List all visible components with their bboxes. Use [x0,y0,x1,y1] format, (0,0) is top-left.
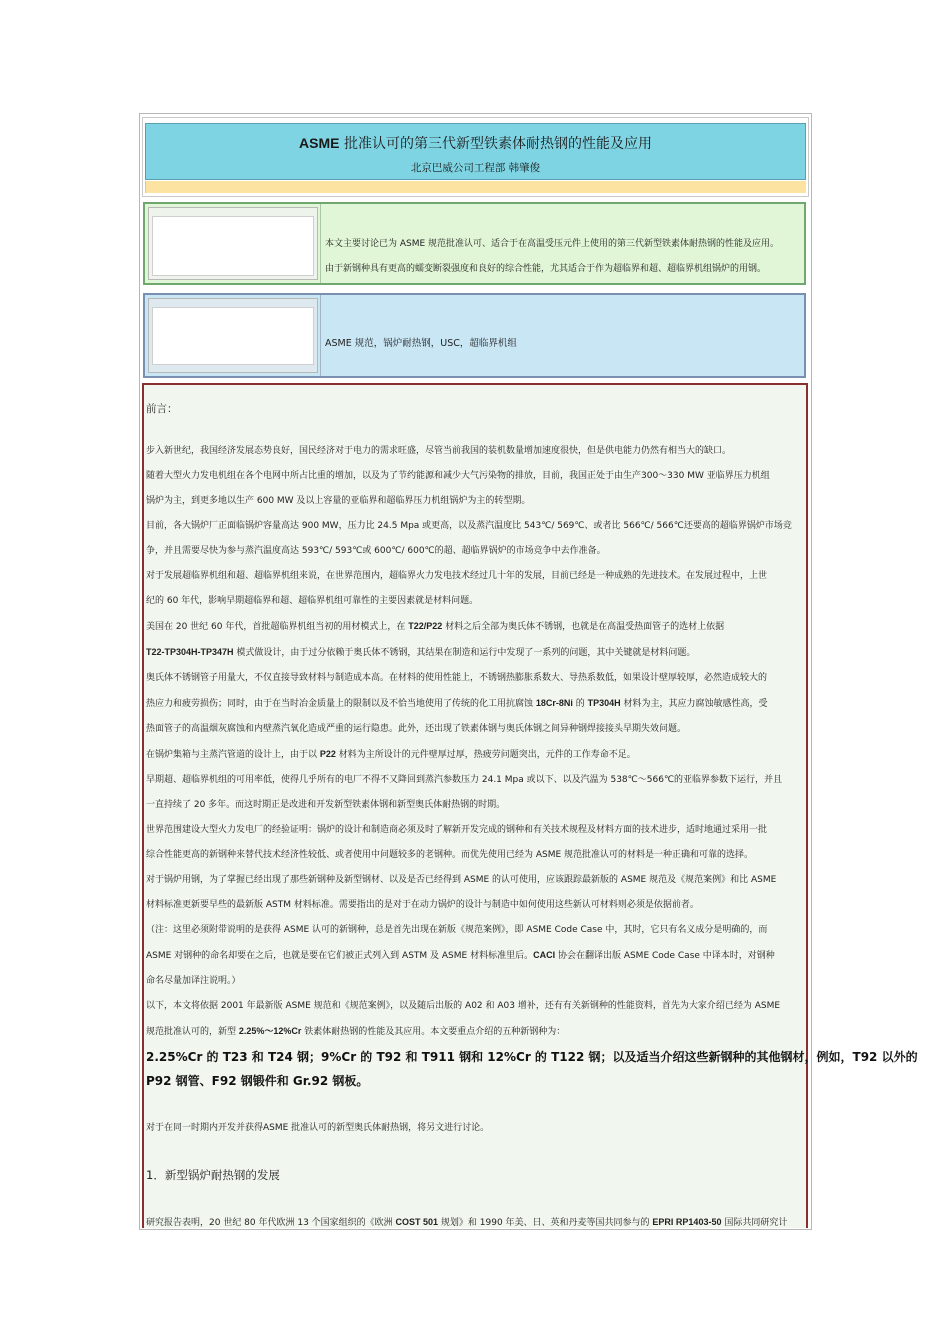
body-line: 对于发展超临界机组和超、超临界机组来说，在世界范围内，超临界火力发电技术经过几十年的发展，目前已经是一种成熟的先进技术。在发展过程中，上世 [146,571,768,581]
body-line: （注：这里必须附带说明的是获得 ASME 认可的新钢种，总是首先出现在新版《规范案例》，即 ASME Code Case 中，其时，它只有名义成分是明确的，而 [146,925,768,935]
body-line: 热面管子的高温烟灰腐蚀和内壁蒸汽氧化造成严重的运行隐患。此外，还出现了铁素体钢与奥氏体钢之间异种钢焊接接头早期失效问题。 [146,724,687,734]
title-banner [145,123,806,180]
steel-list-line: P92 钢管、F92 钢锻件和 Gr.92 钢板。 [146,1074,369,1088]
body-line: 目前，各大锅炉厂正面临锅炉容量高达 900 MW，压力比 24.5 Mpa 或更高，以及蒸汽温度比 543℃/ 569℃、或者比 566℃/ 566℃还要高的超临界锅炉市场竞 [146,521,792,531]
page-bottom-rule [139,1229,812,1230]
article-body [142,383,918,1228]
page-title [146,133,805,153]
body-line: 世界范围建设大型火力发电厂的经验证明：锅炉的设计和制造商必须及时了解新开发完成的钢种和有关技术规程及材料方面的技术进步，适时地通过采用一批 [146,825,768,835]
title-underband [145,181,806,193]
abstract-line: 本文主要讨论已为 ASME 规范批准认可、适合于在高温受压元件上使用的第三代新型铁素体耐热钢的性能及应用。 [325,239,780,249]
body-line: 热应力和疲劳损伤；同时，由于在当时冶金质量上的限制以及不恰当地使用了传统的化工用抗腐蚀 18Cr-8Ni 的 TP304H 材料为主，其应力腐蚀敏感性高，受 [146,698,768,709]
keywords-label-cell [148,298,318,373]
keywords-panel [143,293,806,378]
body-line: 锅炉为主，到更多地以生产 600 MW 及以上容量的亚临界和超临界压力机组锅炉为主的转型期。 [146,496,531,506]
body-line: 在锅炉集箱与主蒸汽管道的设计上，由于以 P22 材料为主所设计的元件壁厚过厚，热疲劳问题突出，元件的工作寿命不足。 [146,749,636,760]
body-line: 步入新世纪，我国经济发展态势良好，国民经济对于电力的需求旺盛，尽管当前我国的装机数量增加速度很快，但是供电能力仍然有相当大的缺口。 [146,446,732,456]
section-heading: 1．新型锅炉耐热钢的发展 [146,1168,280,1182]
keywords-divider [320,295,321,376]
title-prefix: ASME [299,135,340,151]
abstract-line: 由于新钢种具有更高的蠕变断裂强度和良好的综合性能，尤其适合于作为超临界和超、超临界机组锅炉的用钢。 [325,264,767,274]
body-line: 争，并且需要尽快为参与蒸汽温度高达 593℃/ 593℃或 600℃/ 600℃的超、超临界锅炉的市场竞争中去作准备。 [146,546,606,556]
body-line: 对于在同一时期内开发并获得ASME 批准认可的新型奥氏体耐热钢，将另文进行讨论。 [146,1123,490,1133]
author-line: 北京巴威公司工程部 韩肇俊 [410,162,541,174]
body-line: ASME 对钢种的命名却要在之后，也就是要在它们被正式列入到 ASTM 及 ASME 材料标准里后。CACI 协会在翻译出版 ASME Code Case 中译本时，对钢种 [146,950,775,961]
keywords-label-placeholder [152,307,314,365]
preface-heading: 前言： [146,403,178,415]
body-line: 早期超、超临界机组的可用率低，使得几乎所有的电厂不得不又降回到蒸汽参数压力 24.1 Mpa 或以下、以及汽温为 538℃～566℃的亚临界参数下运行，并且 [146,775,783,785]
body-line: 纪的 60 年代，影响早期超临界和超、超临界机组可靠性的主要因素就是材料问题。 [146,596,479,606]
body-line: 一直持续了 20 多年。而这时期正是改进和开发新型铁素体钢和新型奥氏体耐热钢的时期。 [146,800,506,810]
body-line: 奥氏体不锈钢管子用量大，不仅直接导致材料与制造成本高。在材料的使用性能上，不锈钢热膨胀系数大、导热系数低，如果设计壁厚较厚，必然造成较大的 [146,673,768,683]
abstract-label-cell [148,207,318,280]
body-line: 美国在 20 世纪 60 年代，首批超临界机组当初的用材模式上，在 T22/P22 材料之后全部为奥氏体不锈钢，也就是在高温受热面管子的选材上依据 [146,621,725,632]
body-line: 规范批准认可的，新型 2.25%～12%Cr 铁素体耐热钢的性能及其应用。本文要重点介绍的五种新钢种为： [146,1026,566,1037]
abstract-label-placeholder [152,216,314,276]
abstract-panel [143,202,806,285]
abstract-divider [320,204,321,283]
body-line: 随着大型火力发电机组在各个电网中所占比重的增加，以及为了节约能源和减少大气污染物的排放，目前，我国正处于由生产300～330 MW 亚临界压力机组 [146,471,770,481]
body-line: 对于锅炉用钢，为了掌握已经出现了那些新钢种及新型钢材、以及是否已经得到 ASME 的认可使用，应该跟踪最新版的 ASME 规范及《规范案例》和比 ASME [146,875,777,885]
body-line: T22-TP304H-TP347H 模式做设计，由于过分依赖于奥氏体不锈钢，其结果在制造和运行中发现了一系列的问题，其中关键就是材料问题。 [146,647,696,658]
steel-list-line: 2.25%Cr 的 T23 和 T24 钢；9%Cr 的 T92 和 T911 钢和 12%Cr 的 T122 钢；以及适当介绍这些新钢种的其他钢材，例如，T92 以外的 [146,1050,918,1064]
body-line: 综合性能更高的新钢种来替代技术经济性较低、或者使用中问题较多的老钢种。而优先使用已经为 ASME 规范批准认可的材料是一种正确和可靠的选择。 [146,850,754,860]
title-text: 批准认可的第三代新型铁素体耐热钢的性能及应用 [339,136,652,152]
body-line: 研究报告表明，20 世纪 80 年代欧洲 13 个国家组织的《欧洲 COST 501 规划》和 1990 年美、日、英和丹麦等国共同参与的 EPRI RP1403-50 国际共同研究计 [146,1217,788,1228]
body-line: 命名尽量加译注说明。） [146,976,241,986]
keywords-text: ASME 规范，锅炉耐热钢，USC，超临界机组 [325,338,517,349]
abstract-text [325,232,798,282]
body-line: 材料标准更新要早些的最新版 ASTM 材料标准。需要指出的是对于在动力锅炉的设计与制造中如何使用这些新认可材料则必须是依据前者。 [146,900,699,910]
body-line: 以下，本文将依据 2001 年最新版 ASME 规范和《规范案例》，以及随后出版的 A02 和 A03 增补，还有有关新钢种的性能资料，首先为大家介绍已经为 ASME [146,1001,781,1011]
article-paragraphs [146,439,918,1236]
